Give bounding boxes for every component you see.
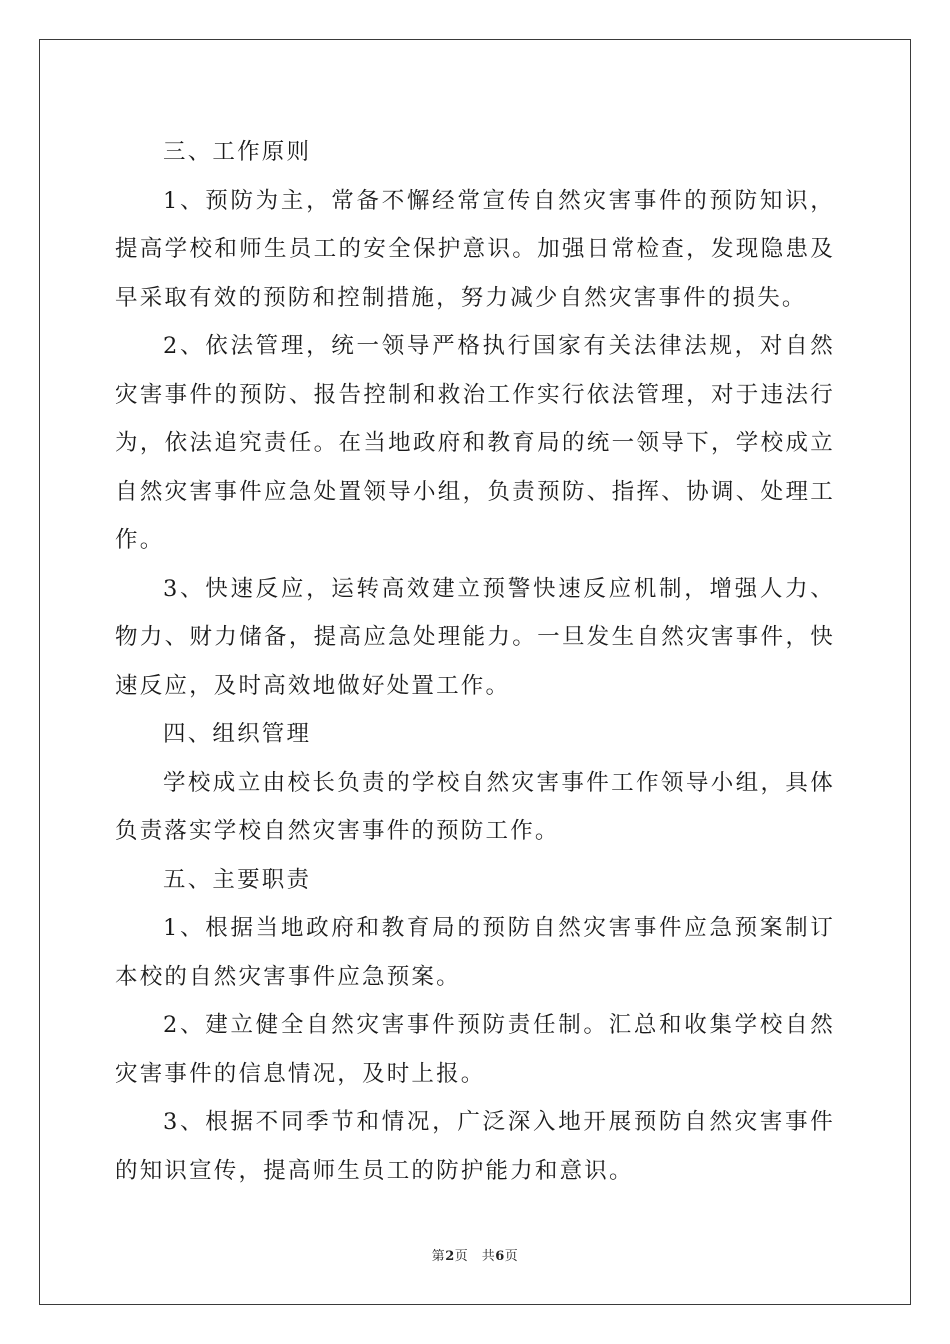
current-page-number: 2 bbox=[445, 1249, 455, 1264]
section-heading-organization: 四、组织管理 bbox=[163, 721, 312, 747]
paragraph: 3、根据不同季节和情况，广泛深入地开展预防自然灾害事件的知识宣传，提高师生员工的防护能力和意识。 bbox=[115, 1109, 835, 1184]
paragraph: 2、建立健全自然灾害事件预防责任制。汇总和收集学校自然灾害事件的信息情况，及时上报。 bbox=[115, 1012, 835, 1087]
paragraph: 2、依法管理，统一领导严格执行国家有关法律法规，对自然灾害事件的预防、报告控制和救治工作实行依法管理，对于违法行为，依法追究责任。在当地政府和教育局的统一领导下，学校成立自然灾害事件应急处置领导小组，负责预防、指挥、协调、处理工作。 bbox=[115, 333, 835, 553]
section-heading-principles: 三、工作原则 bbox=[163, 139, 312, 165]
footer-suffix: 页 bbox=[504, 1249, 519, 1264]
paragraph: 1、预防为主，常备不懈经常宣传自然灾害事件的预防知识，提高学校和师生员工的安全保护意识。加强日常检查，发现隐患及早采取有效的预防和控制措施，努力减少自然灾害事件的损失。 bbox=[115, 187, 835, 311]
total-pages-number: 6 bbox=[495, 1249, 505, 1264]
footer-middle: 页 共 bbox=[454, 1249, 496, 1264]
document-body bbox=[115, 128, 835, 1195]
footer-prefix: 第 bbox=[431, 1249, 446, 1264]
paragraph: 3、快速反应，运转高效建立预警快速反应机制，增强人力、物力、财力储备，提高应急处理能力。一旦发生自然灾害事件，快速反应，及时高效地做好处置工作。 bbox=[115, 575, 835, 699]
section-heading-duties: 五、主要职责 bbox=[163, 866, 312, 893]
paragraph: 学校成立由校长负责的学校自然灾害事件工作领导小组，具体负责落实学校自然灾害事件的预防工作。 bbox=[115, 769, 835, 844]
paragraph: 1、根据当地政府和教育局的预防自然灾害事件应急预案制订本校的自然灾害事件应急预案。 bbox=[115, 915, 835, 990]
page-footer bbox=[0, 1245, 950, 1264]
